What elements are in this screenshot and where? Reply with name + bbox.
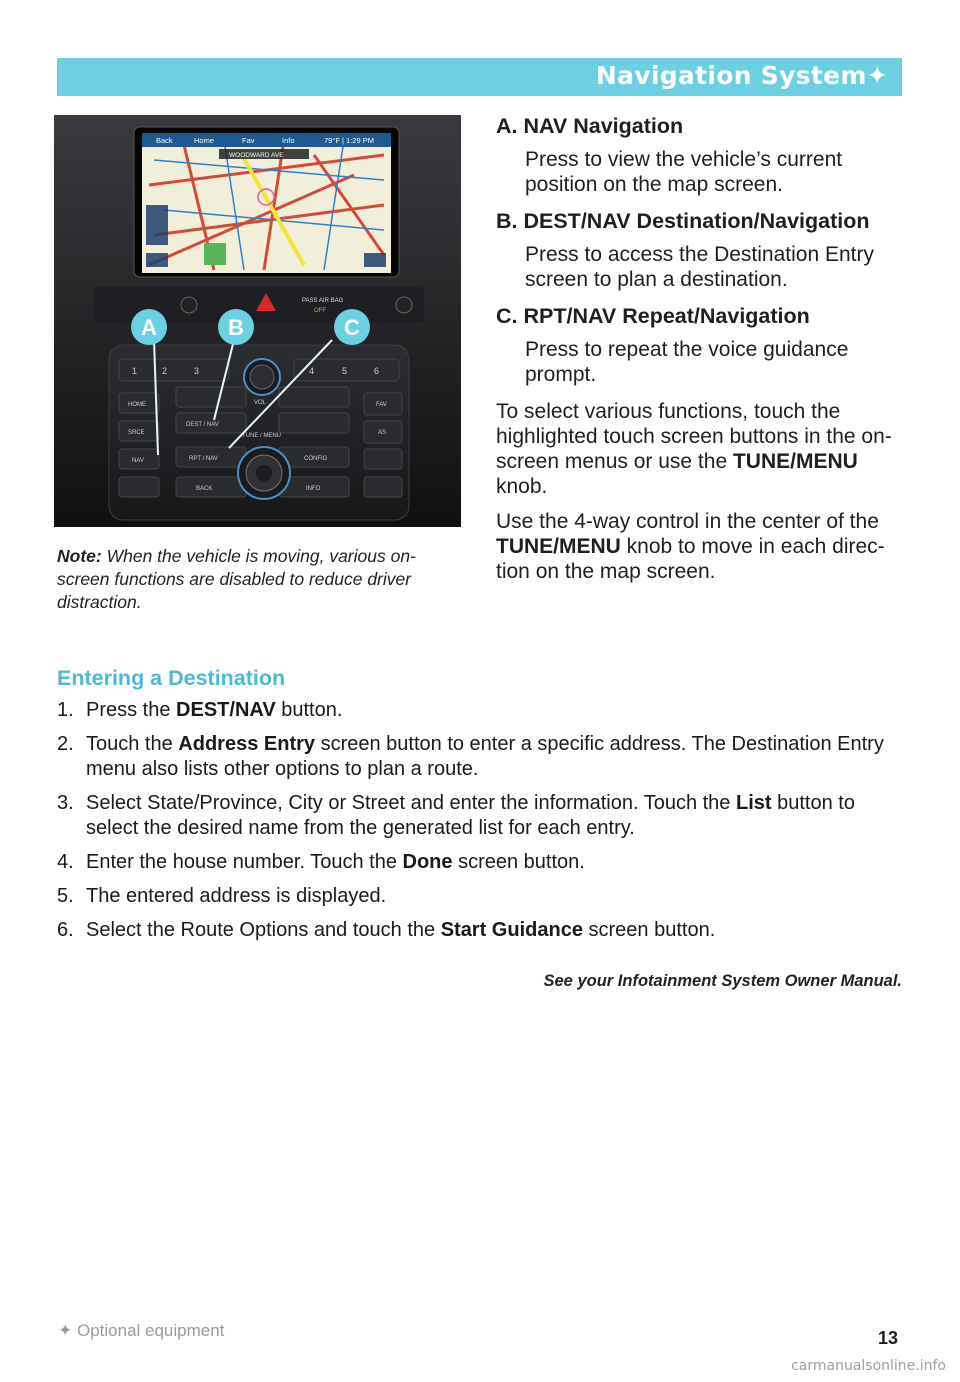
para-text: Use the 4-way control in the center of the [496,510,879,533]
config-button[interactable]: CONFIG [304,456,328,462]
screen-status: 79°F | 1:29 PM [324,136,374,145]
see-manual-note: See your Infotainment System Owner Manual. [543,972,902,990]
preset-2[interactable]: 2 [162,366,168,376]
entering-destination-section [57,666,902,952]
feature-descriptions [496,114,906,594]
tune-menu-paragraph [496,399,906,499]
step-item [57,698,902,723]
preset-6[interactable]: 6 [374,366,380,376]
step-item [57,791,902,841]
callout-a: A [141,315,157,340]
feature-heading: A. NAV Navigation [496,114,684,138]
note-label: Note: [57,546,102,566]
para-bold: TUNE/MENU [732,450,858,473]
step-text: button to select the desired name from the generated list for each entry. [86,792,855,839]
page-number: 13 [877,1328,898,1348]
preset-3[interactable]: 3 [194,366,200,376]
optional-equipment-footnote: ✦ Optional equipment [58,1321,225,1340]
para-text: knob to move in each direction on the map screen. [496,535,885,583]
four-way-paragraph [496,509,906,584]
note-text: When the vehicle is moving, various on-screen functions are disabled to reduce driver distraction. [57,546,416,612]
step-text: screen button to enter a specific address. The Destination Entry menu also lists other options to plan a route. [86,733,884,780]
preset-4[interactable]: 4 [309,366,315,376]
back-button[interactable]: BACK [196,486,213,492]
section-title: Entering a Destination [57,666,286,690]
step-text: screen button. [582,919,716,941]
step-number: 4. [57,851,74,873]
header-banner [57,58,902,96]
airbag-label: PASS AIR BAG [302,298,344,304]
callout-c: C [344,315,360,340]
step-text: Touch the [86,733,179,755]
rpt-nav-button[interactable]: RPT / NAV [189,456,218,462]
step-text: screen button. [452,851,585,873]
step-item [57,884,902,909]
step-item [57,850,902,875]
src-button[interactable]: SRCE [128,430,145,436]
step-number: 2. [57,733,74,755]
screen-street-label: WOODWARD AVE [229,152,284,159]
fav-button[interactable]: FAV [376,402,387,408]
step-text: Select the Route Options and touch the [86,919,441,941]
step-text: Press the [86,699,177,721]
para-text: To select various functions, touch the highlighted touch screen buttons in the on-screen menus or use the [496,400,892,473]
step-bold: List [735,792,772,814]
tune-menu-label: TUNE / MENU [242,433,281,439]
feature-description: Press to repeat the voice guidance prompt. [525,338,849,386]
step-number: 3. [57,792,74,814]
screen-tab[interactable]: Back [156,136,173,145]
callout-b: B [228,315,244,340]
watermark: carmanualsonline.info [791,1358,946,1374]
step-text: Enter the house number. Touch the [86,851,403,873]
step-bold: Done [402,851,453,873]
as-button[interactable]: AS [378,430,387,436]
steps-list [57,698,902,943]
feature-heading: C. RPT/NAV Repeat/Navigation [496,304,810,328]
step-number: 1. [57,699,74,721]
airbag-off-label: OFF [314,308,326,314]
step-bold: Start Guidance [440,919,583,941]
note [57,545,417,614]
preset-5[interactable]: 5 [342,366,348,376]
feature-description: Press to view the vehicle’s current position on the map screen. [525,148,843,196]
screen-tab[interactable]: Home [194,136,215,145]
para-text: knob. [496,475,548,498]
para-bold: TUNE/MENU [496,535,621,558]
step-item [57,732,902,782]
step-bold: Address Entry [178,733,316,755]
center-stack-photo [54,115,461,527]
volume-label: VOL [254,400,267,406]
feature-description: Press to access the Destination Entry screen to plan a destination. [525,243,874,291]
step-text: Select State/Province, City or Street and enter the information. Touch the [86,792,736,814]
page-title: Navigation System✦ [595,61,888,90]
preset-1[interactable]: 1 [132,366,138,376]
car-icon[interactable] [396,297,412,313]
info-button[interactable]: INFO [306,486,321,492]
step-text: The entered address is displayed. [86,885,387,907]
feature-heading: B. DEST/NAV Destination/Navigation [496,209,870,233]
screen-tab[interactable]: Info [282,136,295,145]
home-button[interactable]: HOME [128,402,146,408]
step-item [57,918,902,943]
center-stack-illustration [54,115,461,527]
step-text: button. [275,699,343,721]
step-number: 6. [57,919,74,941]
dest-nav-button[interactable]: DEST / NAV [186,422,219,428]
nav-button[interactable]: NAV [132,458,144,464]
step-number: 5. [57,885,74,907]
screen-tab[interactable]: Fav [242,136,255,145]
step-bold: DEST/NAV [176,699,276,721]
